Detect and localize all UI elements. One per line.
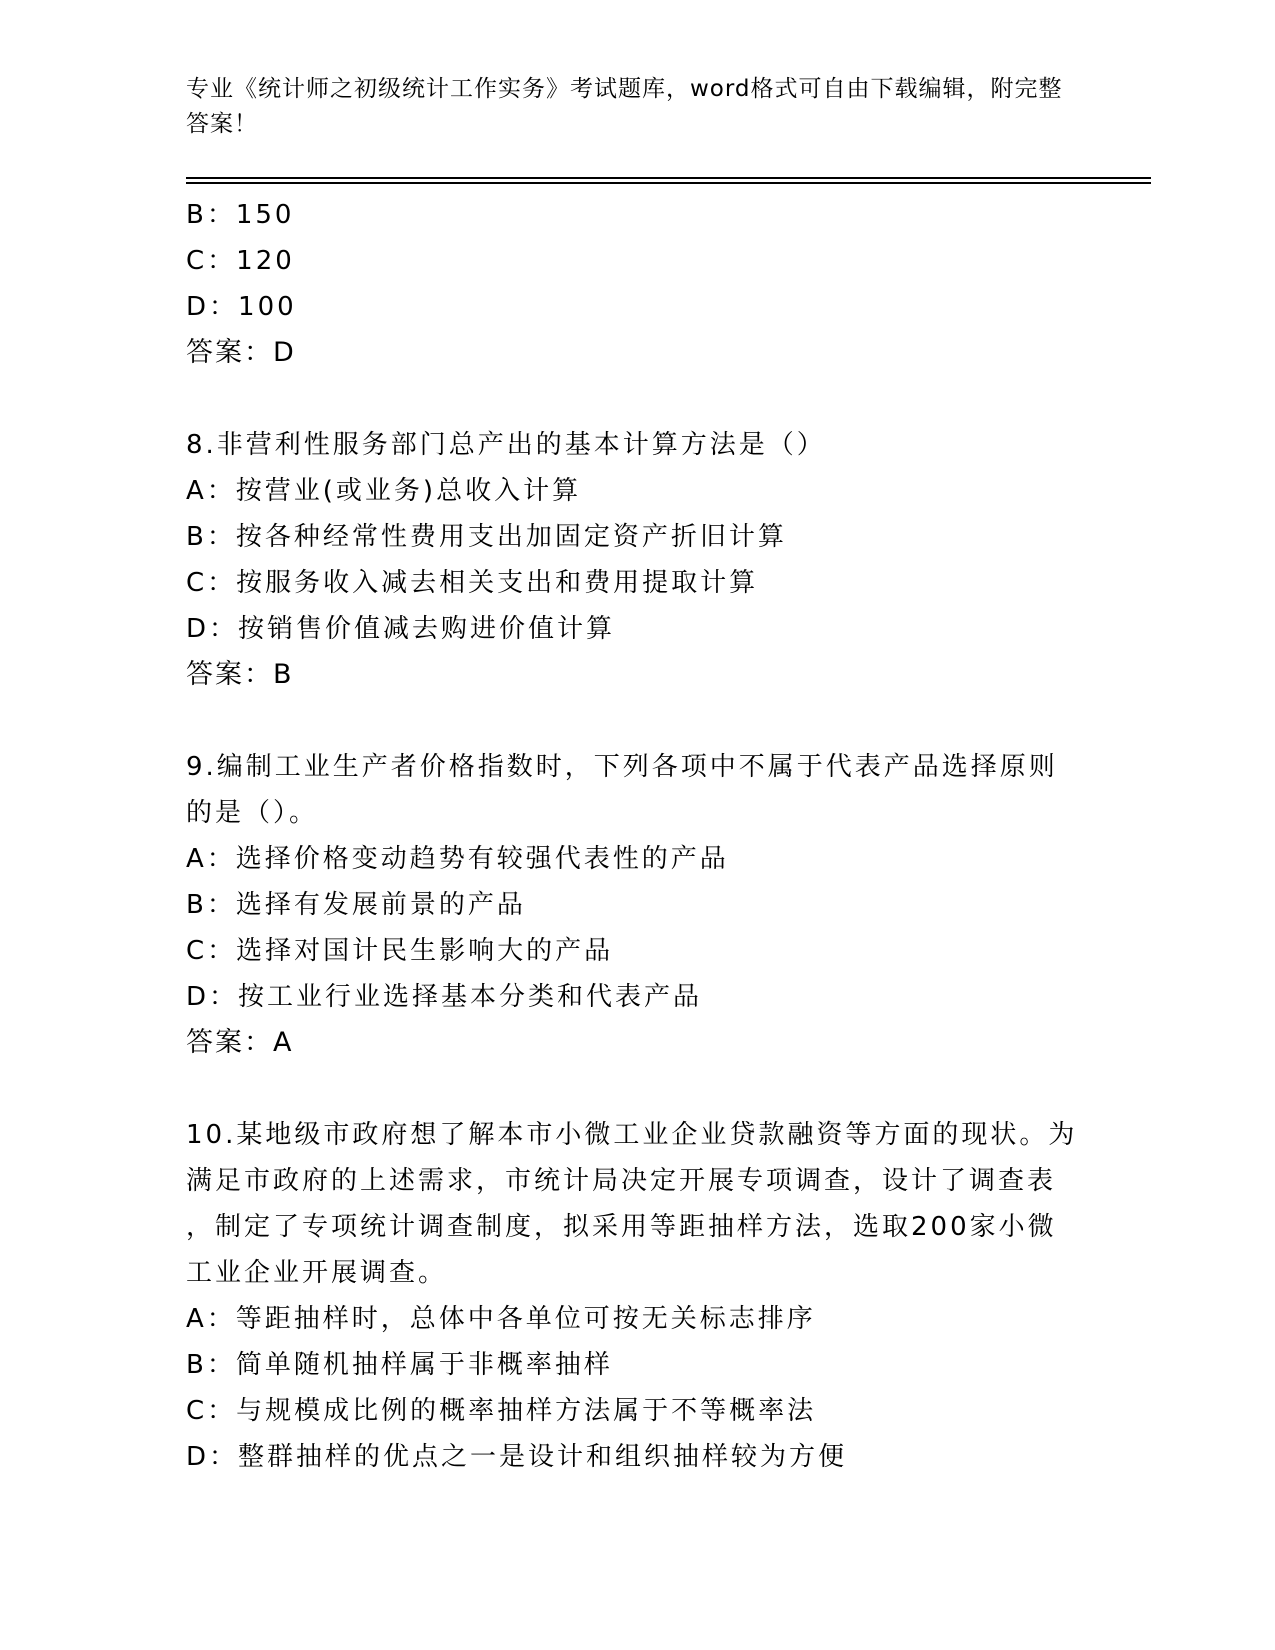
- question-stem-line-4: 工业企业开展调查。: [186, 1258, 448, 1288]
- spacer: [186, 698, 1086, 744]
- option-c: C：与规模成比例的概率抽样方法属于不等概率法: [186, 1396, 817, 1426]
- option-d: D：整群抽样的优点之一是设计和组织抽样较为方便: [186, 1442, 848, 1472]
- question-9: [186, 744, 1086, 1066]
- question-8: [186, 422, 1086, 698]
- answer-text: 答案：D: [186, 337, 296, 368]
- option-c: C：按服务收入减去相关支出和费用提取计算: [186, 568, 759, 598]
- question-10: [186, 1112, 1086, 1480]
- answer-text: 答案：A: [186, 1027, 294, 1058]
- option-a: A：按营业(或业务)总收入计算: [186, 476, 582, 506]
- option-a: A：选择价格变动趋势有较强代表性的产品: [186, 844, 729, 874]
- document-header: [186, 72, 1086, 142]
- question-stem: 8.非营利性服务部门总产出的基本计算方法是（）: [186, 430, 826, 460]
- spacer: [186, 376, 1086, 422]
- option-b: B：150: [186, 200, 295, 230]
- option-c: C：选择对国计民生影响大的产品: [186, 936, 614, 966]
- spacer: [186, 1066, 1086, 1112]
- option-a: A：等距抽样时，总体中各单位可按无关标志排序: [186, 1304, 816, 1334]
- question-stem-line-1: 9.编制工业生产者价格指数时，下列各项中不属于代表产品选择原则: [186, 752, 1058, 782]
- question-stem-line-2: 的是（）。: [186, 798, 319, 828]
- header-text: 专业《统计师之初级统计工作实务》考试题库，word格式可自由下载编辑，附完整答案！: [186, 76, 1063, 137]
- question-stem-line-1: 10.某地级市政府想了解本市小微工业企业贷款融资等方面的现状。为: [186, 1120, 1078, 1150]
- header-divider-bottom: [186, 182, 1151, 184]
- option-c: C：120: [186, 246, 295, 276]
- header-divider-top: [186, 177, 1151, 179]
- question-stem-line-3: ，制定了专项统计调查制度，拟采用等距抽样方法，选取200家小微: [186, 1212, 1057, 1242]
- answer-text: 答案：B: [186, 659, 294, 690]
- prev-question-block: [186, 192, 1086, 376]
- option-b: B：按各种经常性费用支出加固定资产折旧计算: [186, 522, 787, 552]
- option-d: D：按销售价值减去购进价值计算: [186, 614, 616, 644]
- option-b: B：选择有发展前景的产品: [186, 890, 526, 920]
- option-d: D：按工业行业选择基本分类和代表产品: [186, 982, 703, 1012]
- question-list: [186, 192, 1086, 1480]
- question-stem-line-2: 满足市政府的上述需求，市统计局决定开展专项调查，设计了调查表: [186, 1166, 1057, 1196]
- option-b: B：简单随机抽样属于非概率抽样: [186, 1350, 613, 1380]
- option-d: D：100: [186, 292, 297, 322]
